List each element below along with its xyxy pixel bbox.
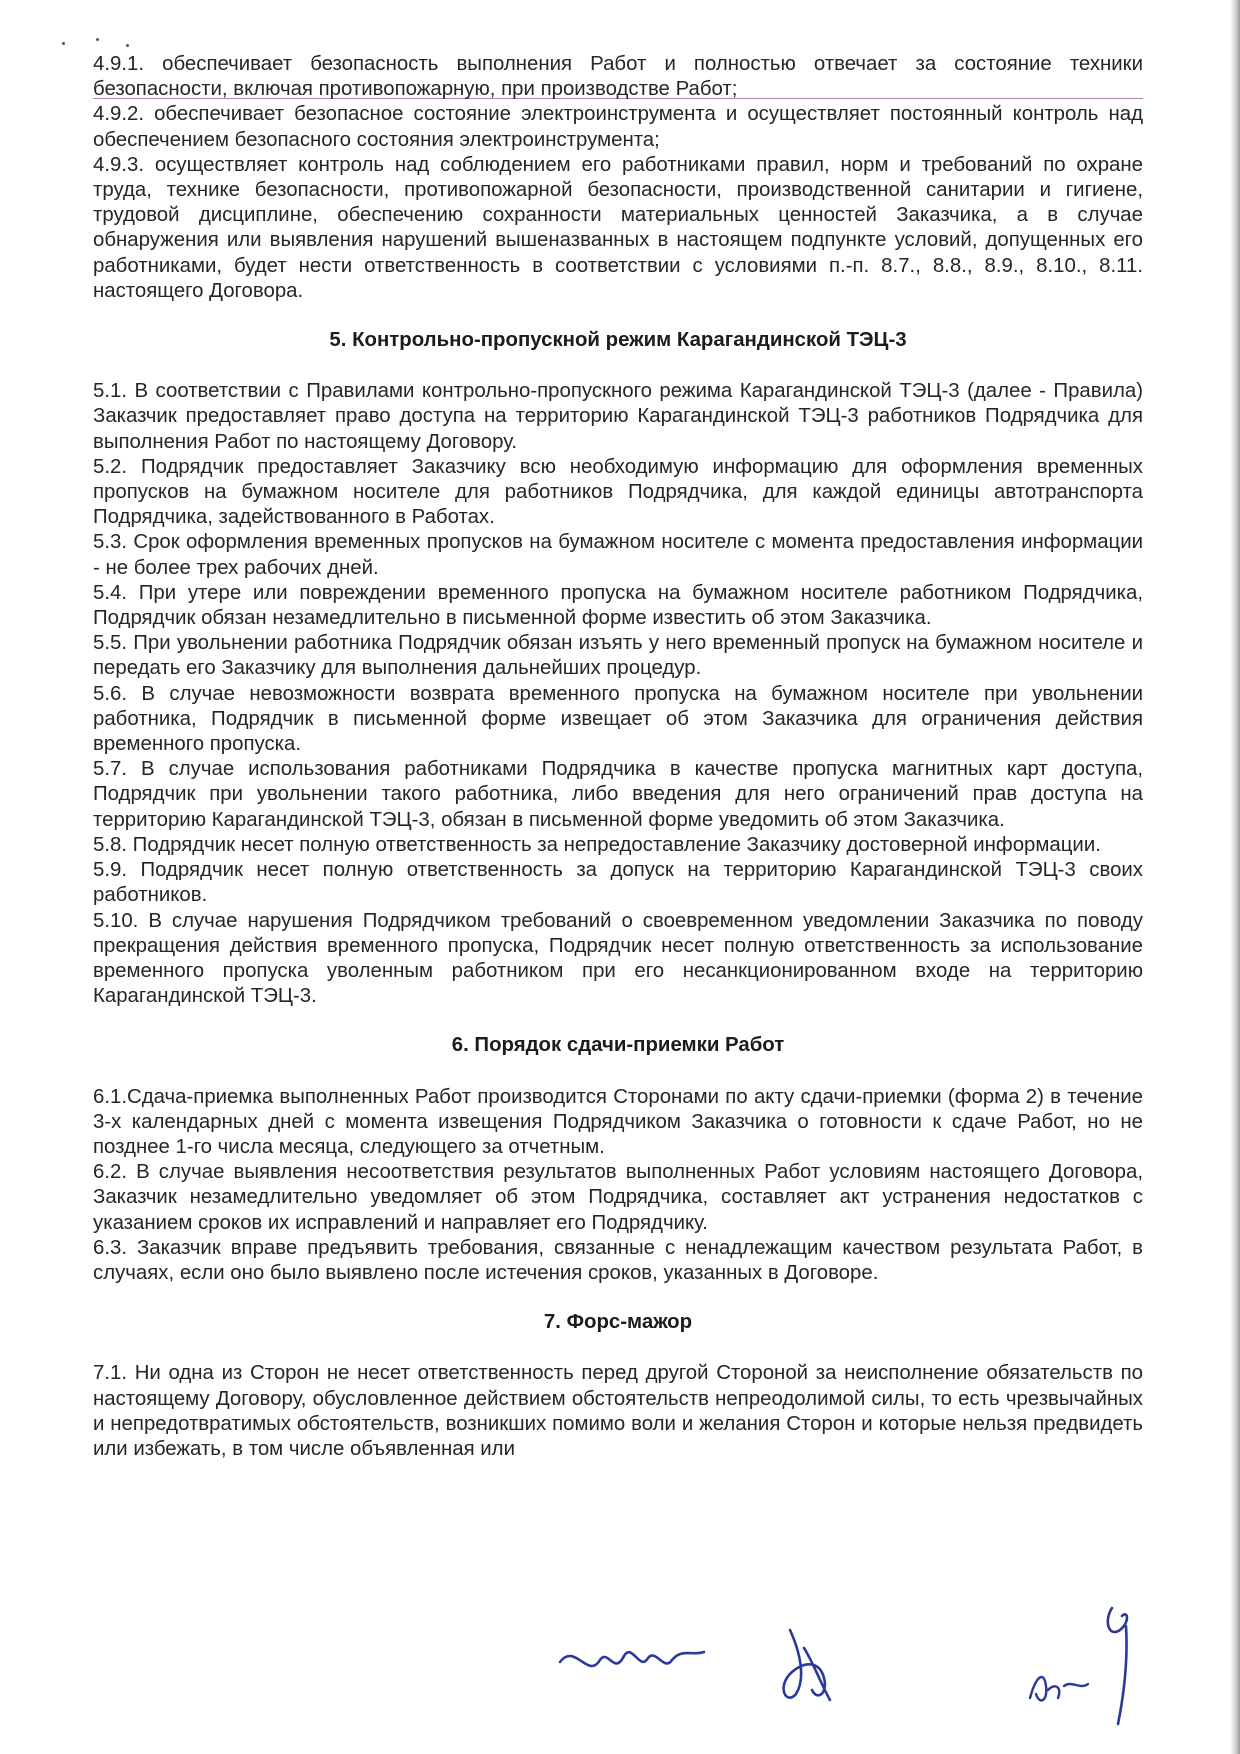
signature-3 — [1030, 1677, 1088, 1700]
section-5-body — [93, 379, 1143, 1009]
signatures-area — [0, 1590, 1240, 1740]
clause-5-10: 5.10. В случае нарушения Подрядчиком требований о своевременном уведомлении Заказчика по поводу прекращения действия временного пропуска, Подрядчик несет полную ответственность за использование временного пропуска уволенным работником при его несанкционированном входе на территорию Карагандинской ТЭЦ-3. — [93, 909, 1143, 1008]
clause-5-4: 5.4. При утере или повреждении временного пропуска на бумажном носителе работником Подрядчика, Подрядчик обязан незамедлительно в письменной форме известить об этом Заказчика. — [93, 581, 1143, 630]
clause-5-5: 5.5. При увольнении работника Подрядчик обязан изъять у него временный пропуск на бумажном носителе и передать его Заказчику для выполнения дальнейших процедур. — [93, 632, 1143, 680]
clause-5-1: 5.1. В соответствии с Правилами контрольно-пропускного режима Карагандинской ТЭЦ-3 (далее - Правила) Заказчик предоставляет право доступа на территорию Карагандинской ТЭЦ-3 работников Подрядчика для выполнения Работ по настоящему Договору. — [93, 380, 1143, 453]
section-6-heading: 6. Порядок сдачи-приемки Работ — [451, 1034, 785, 1057]
scan-speck — [62, 42, 65, 45]
section-5-heading: 5. Контрольно-пропускной режим Карагандинской ТЭЦ-3 — [329, 329, 907, 352]
clause-5-7: 5.7. В случае использования работниками Подрядчика в качестве пропуска магнитных карт доступа, Подрядчик при увольнении такого работника, либо введения для него ограничений прав доступа на территорию Карагандинской ТЭЦ-3, обязан в письменной форме уведомить об этом Заказчика. — [93, 758, 1143, 831]
scan-speck — [96, 38, 99, 41]
clause-5-3: 5.3. Срок оформления временных пропусков на бумажном носителе с момента предоставления информации - не более трех рабочих дней. — [93, 531, 1143, 579]
section-4-tail — [93, 52, 1143, 304]
clause-4-9-1: 4.9.1. обеспечивает безопасность выполнения Работ и полностью отвечает за состояние техники безопасности, включая противопожарную, при производстве Работ; — [93, 53, 1143, 101]
clause-6-2: 6.2. В случае выявления несоответствия результатов выполненных Работ условиям настоящего Договора, Заказчик незамедлительно уведомляет об этом Подрядчика, составляет акт устранения недостатков с указанием сроков их исправлений и направляет его Подрядчику. — [93, 1161, 1143, 1234]
clause-7-1: 7.1. Ни одна из Сторон не несет ответственность перед другой Стороной за неисполнение обязательств по настоящему Договору, обусловленное действием обстоятельств непреодолимой силы, то есть чрезвычайных и непредотвратимых обстоятельств, возникших помимо воли и желания Сторон и которые нельзя предвидеть или избежать, в том числе объявленная или — [93, 1362, 1143, 1460]
clause-5-8: 5.8. Подрядчик несет полную ответственность за непредоставление Заказчику достоверной информации. — [93, 833, 1101, 856]
section-6-body — [93, 1085, 1143, 1287]
clause-6-3: 6.3. Заказчик вправе предъявить требования, связанные с ненадлежащим качеством результата Работ, в случаях, если оно было выявлено после истечения сроков, указанных в Договоре. — [93, 1236, 1143, 1284]
clause-5-6: 5.6. В случае невозможности возврата временного пропуска на бумажном носителе при увольнении работника, Подрядчик в письменной форме извещает об этом Заказчика для ограничения действия временного пропуска. — [93, 682, 1143, 756]
clause-4-9-2: 4.9.2. обеспечивает безопасное состояние электроинструмента и осуществляет постоянный контроль над обеспечением безопасного состояния электроинструмента; — [93, 103, 1143, 151]
signature-1 — [560, 1652, 704, 1666]
clause-6-1: 6.1.Сдача-приемка выполненных Работ производится Сторонами по акту сдачи-приемки (форма 2) в течение 3-х календарных дней с момента извещения Подрядчиком Заказчика о готовности к сдаче Работ, но не позднее 1-го числа месяца, следующего за отчетным. — [93, 1085, 1143, 1158]
clause-4-9-3: 4.9.3. осуществляет контроль над соблюдением его работниками правил, норм и требований по охране труда, технике безопасности, противопожарной безопасности, производственной санитарии и гигиене, трудовой дисциплине, обеспечению сохранности материальных ценностей Заказчика, а в случае обнаружения или выявления нарушений вышеназванных в настоящем подпункте условий, допущенных его работниками, будет нести ответственность в соответствии с условиями п.-п. 8.7., 8.8., 8.9., 8.10., 8.11. настоящего Договора. — [93, 153, 1143, 302]
scan-speck — [126, 44, 129, 47]
section-7-heading: 7. Форс-мажор — [543, 1311, 693, 1334]
document-body — [93, 52, 1143, 1462]
scan-edge-shadow — [1230, 0, 1240, 1754]
signature-2 — [784, 1630, 830, 1700]
clause-5-9: 5.9. Подрядчик несет полную ответственность за допуск на территорию Карагандинской ТЭЦ-3 своих работников. — [93, 859, 1143, 907]
section-7-body — [93, 1361, 1143, 1462]
clause-5-2: 5.2. Подрядчик предоставляет Заказчику всю необходимую информацию для оформления временных пропусков на бумажном носителе для работников Подрядчика, для каждой единицы автотранспорта Подрядчика, задействованного в Работах. — [93, 455, 1143, 529]
signature-4 — [1108, 1608, 1127, 1724]
